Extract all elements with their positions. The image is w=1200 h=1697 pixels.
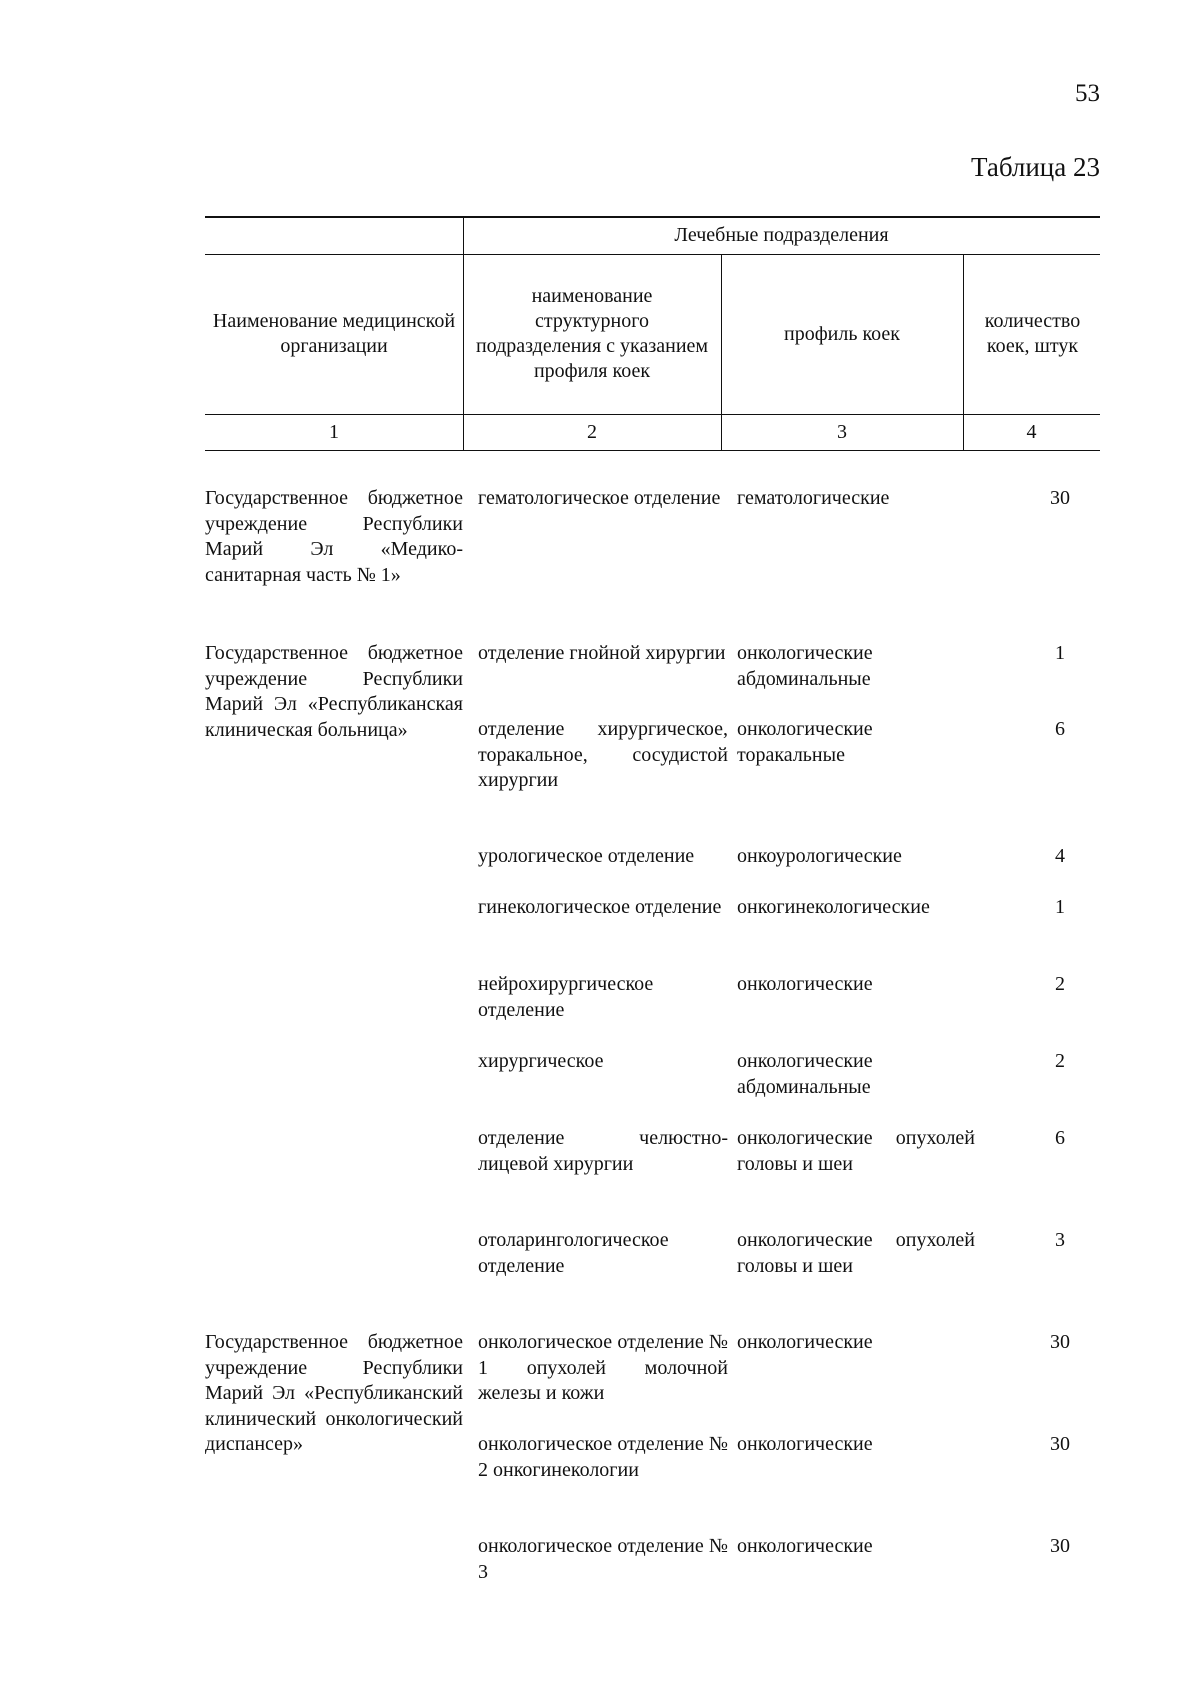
table-caption: Таблица 23 [971, 152, 1100, 182]
org-cell: Государственное бюджетное учреждение Республики Марий Эл «Республиканская клиническая больница» [205, 642, 463, 741]
unit-cell: онкологическое отделение № 3 [478, 1535, 728, 1583]
count-cell: 4 [1055, 845, 1065, 867]
header-col-profile: профиль коек [783, 322, 900, 345]
profile-cell: онкологические [737, 1331, 873, 1353]
profile-cell: онкоурологические [737, 845, 902, 867]
page-number: 53 [1075, 80, 1100, 107]
profile-cell: гематологические [737, 487, 890, 509]
unit-cell: хирургическое [478, 1050, 604, 1072]
unit-cell: нейрохирургическое отделение [478, 973, 654, 1021]
profile-cell: онкологические [737, 973, 873, 995]
count-cell: 30 [1050, 1433, 1070, 1455]
unit-cell: отделение гнойной хирургии [478, 642, 726, 664]
unit-cell: урологическое отделение [478, 845, 695, 867]
org-cell: Государственное бюджетное учреждение Республики Марий Эл «Республиканский клинический онкологический диспансер» [205, 1331, 463, 1455]
unit-cell: отделение хирургическое, торакальное, сосудистой хирургии [478, 718, 728, 791]
unit-cell: отоларингологическое отделение [478, 1229, 669, 1277]
count-cell: 6 [1055, 718, 1065, 740]
header-group-title: Лечебные подразделения [674, 223, 889, 246]
header-col-count: количество коек, штук [984, 310, 1081, 357]
count-cell: 2 [1055, 973, 1065, 995]
header-num-4: 4 [1026, 420, 1037, 443]
header-col-organization: Наименование медицинской организации [212, 310, 456, 357]
unit-cell: онкологическое отделение № 2 онкогинекологии [478, 1433, 728, 1481]
count-cell: 1 [1055, 642, 1065, 664]
unit-cell: отделение челюстно-лицевой хирургии [478, 1127, 728, 1175]
count-cell: 30 [1050, 487, 1070, 509]
profile-cell: онкологические абдоминальные [737, 1050, 873, 1098]
profile-cell: онкологические торакальные [737, 718, 873, 766]
table-header [205, 216, 1100, 452]
unit-cell: гематологическое отделение [478, 487, 721, 509]
profile-cell: онкологические [737, 1535, 873, 1557]
header-num-3: 3 [837, 420, 847, 443]
profile-cell: онкологические абдоминальные [737, 642, 873, 690]
count-cell: 3 [1055, 1229, 1065, 1251]
numbers-bottom-rule [205, 450, 1100, 451]
profile-cell: онкологические [737, 1433, 873, 1455]
header-col-unit: наименование структурного подразделения с указанием профиля коек [475, 285, 709, 382]
header-num-2: 2 [587, 420, 597, 443]
profile-cell: онкогинекологические [737, 896, 930, 918]
profile-cell: онкологические опухолей головы и шеи [737, 1127, 975, 1175]
count-cell: 30 [1050, 1331, 1070, 1353]
count-cell: 1 [1055, 896, 1065, 918]
count-cell: 30 [1050, 1535, 1070, 1557]
count-cell: 6 [1055, 1127, 1065, 1149]
unit-cell: гинекологическое отделение [478, 896, 722, 918]
count-cell: 2 [1055, 1050, 1065, 1072]
header-num-1: 1 [329, 420, 339, 443]
org-cell: Государственное бюджетное учреждение Республики Марий Эл «Медико-санитарная часть № 1» [205, 487, 463, 586]
profile-cell: онкологические опухолей головы и шеи [737, 1229, 975, 1277]
unit-cell: онкологическое отделение № 1 опухолей молочной железы и кожи [478, 1331, 728, 1404]
